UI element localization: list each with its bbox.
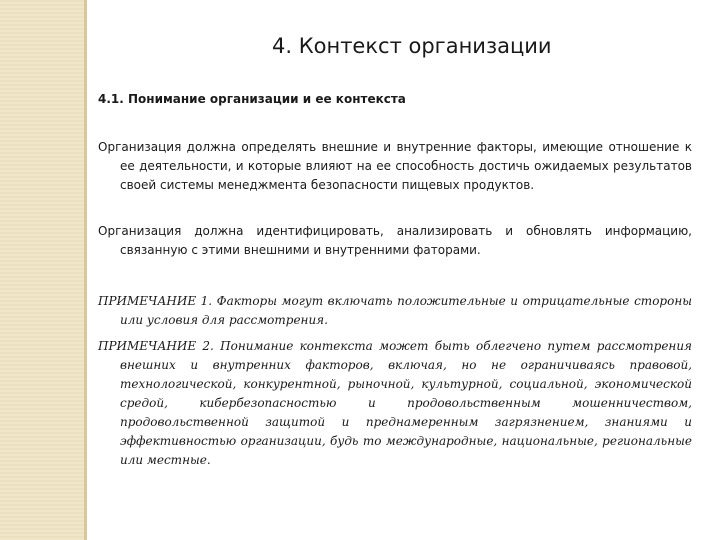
- body-paragraph-1: Организация должна определять внешние и внутренние факторы, имеющие отношение к ее деятельности, и которые влияют на ее способность достичь ожидаемых результатов своей системы менеджмента безопасности пищевых продуктов.: [98, 140, 692, 192]
- note-paragraph-1: ПРИМЕЧАНИЕ 1. Факторы могут включать положительные и отрицательные стороны или условия для рассмотрения.: [98, 294, 692, 327]
- body-paragraph-2: Организация должна идентифицировать, анализировать и обновлять информацию, связанную с этими внешними и внутренними фаторами.: [98, 224, 692, 257]
- note-paragraph-2: ПРИМЕЧАНИЕ 2. Понимание контекста может быть облегчено путем рассмотрения внешних и внутренних факторов, включая, но не ограничиваясь правовой, технологической, конкурентной, рыночной, культурной, социальной, экономической средой, кибербезопасностью и продовольственным мошенничеством, продовольственной защитой и преднамеренным загрязнением, знаниями и эффективностью организации, будь то международные, национальные, региональные или местные.: [98, 339, 692, 467]
- decorative-side-line: [84, 0, 87, 540]
- slide-title: 4. Контекст организации: [272, 34, 552, 58]
- section-heading: 4.1. Понимание организации и ее контекста: [98, 92, 406, 106]
- decorative-side-band: [0, 0, 85, 540]
